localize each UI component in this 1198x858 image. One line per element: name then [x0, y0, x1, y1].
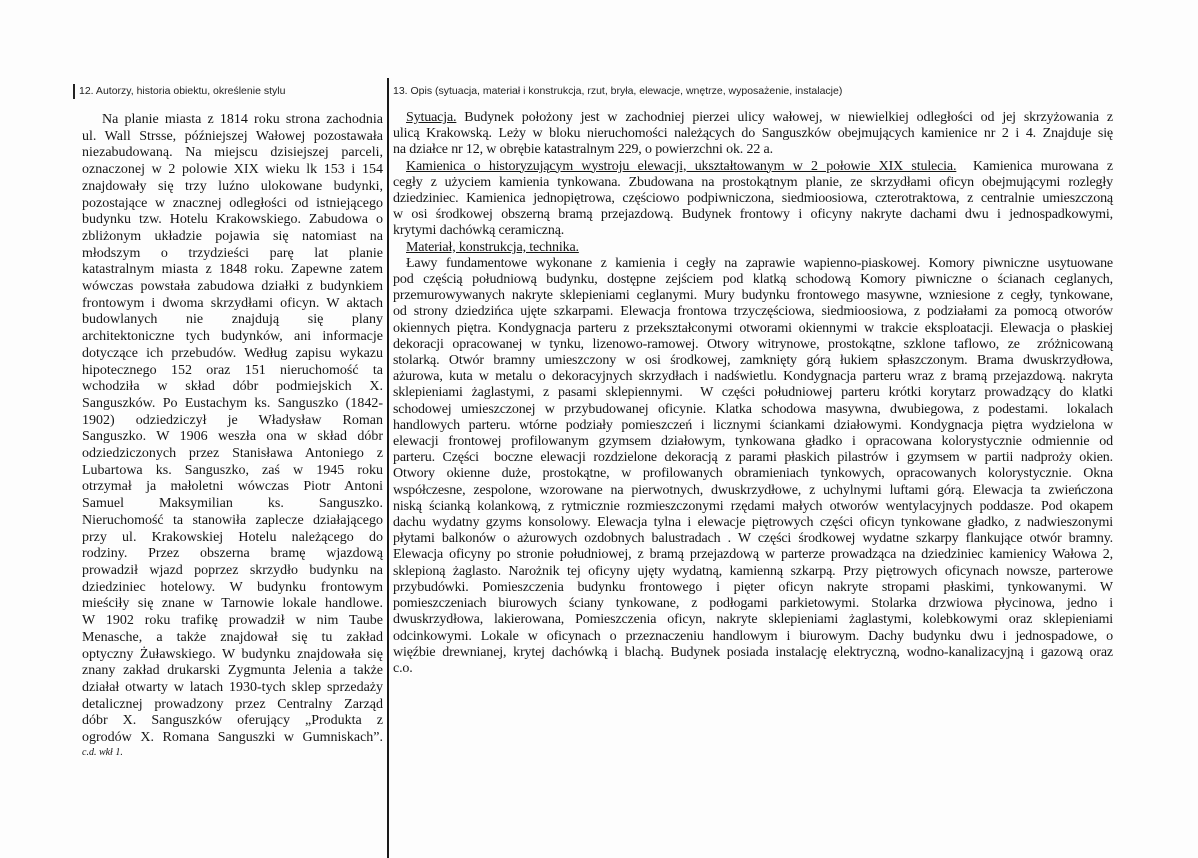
text-line: architektoniczne tych budynków, ani informacje — [82, 329, 383, 345]
line-text: pomieszczeniach biurowych ściany tynkowane, z podłogami parkietowymi. Stolarka drzwiowa płycinowa, jedno i — [393, 596, 1113, 612]
text-line: Sanguszków. Po Eustachym ks. Sanguszko (1842- — [82, 395, 383, 411]
line-text: Elewacja oficyny po stronie południowej, z bramą przejazdową w parterze prowadząca na dziedziniec kamienicy Wałowa 2, — [393, 547, 1113, 563]
text-line — [393, 207, 1113, 223]
line-text: na działce nr 12, w obrębie katastralnym 229, o powierzchni ok. 22 a. — [393, 142, 773, 158]
text-line — [393, 337, 1113, 353]
text-line — [393, 661, 1113, 677]
column-divider — [387, 78, 389, 858]
text-line — [393, 256, 1113, 272]
line-text: Budynek położony jest w zachodniej pierzei ulicy wałowej, w niewielkiej odległości od jej skrzyżowania z — [456, 110, 1113, 125]
line-text: więźbie drewnianej, krytej dachówką i blachą. Budynek posiada instalację elektryczną, wodno-kanalizacyjną i gazową oraz — [393, 644, 1113, 660]
text-line: wchodziła w skład dóbr podmiejskich X. — [82, 379, 383, 395]
underlined-heading: Kamienica o historyzującym wystroju elewacji, ukształtowanym w 2 połowie XIX stulecia. — [406, 158, 957, 174]
continuation-note: c.d. wkł 1. — [82, 746, 123, 758]
line-text: ulicą Krakowską. Leży w bloku nieruchomości należących do Sanguszków obejmujących kamienice nr 2 i 4. Znajduje się — [393, 126, 1113, 142]
section-marker — [73, 84, 75, 99]
text-line — [393, 450, 1113, 466]
paragraph — [393, 256, 1113, 677]
text-line — [393, 466, 1113, 482]
text-line — [393, 240, 1113, 256]
line-text: sklepieniami żaglastymi, z pasami sklepiennymi. W części południowej parteru krótki korytarz prowadzący do klatki — [393, 385, 1113, 401]
text-line: dziedziniec hotelowy. W budynku frontowym — [82, 579, 383, 595]
line-text: przemurowywanych nakryte sklepieniami ceglanymi. Mury budynku frontowego masywne, wzniesione z cegły, tynkowane, — [393, 288, 1113, 304]
text-line: przy ul. Krakowskiej Hotelu należącego do — [82, 529, 383, 545]
text-line — [393, 531, 1113, 547]
text-line — [393, 175, 1113, 191]
text-line: odziedziczonych przez Stanisława Antoniego z — [82, 446, 383, 462]
text-line: dóbr X. Sanguszków oferujący „Produkta z — [82, 713, 383, 729]
text-line: Na planie miasta z 1814 roku strona zachodnia — [102, 112, 383, 127]
line-text: Kamienica murowana z — [956, 158, 1114, 174]
text-line — [393, 434, 1113, 450]
line-text: płytami balkonów o ażurowych ozdobnych balustradach . W części środkowej wydatne szkarpy flankujące otwór bramny. — [393, 531, 1113, 547]
text-line — [393, 369, 1113, 385]
text-line — [393, 645, 1113, 661]
text-line: wówczas powstała zabudowa działki z budynkiem — [82, 279, 383, 295]
line-text: sklepioną żaglasto. Narożnik tej oficyny ujęty wydatną, kamienną szkarpą. Przy piętrowych oficynach nowsze, parterowe — [393, 563, 1113, 579]
text-line: 1902) odziedziczył je Władysław Roman — [82, 412, 383, 428]
text-line: Lubartowa ks. Sanguszko, zaś w 1945 roku — [82, 462, 383, 478]
text-line: działał otwarty w latach 1930-tych sklep sprzedaży — [82, 679, 383, 695]
text-line: katastralnym miasta z 1848 roku. Zapewne zatem — [82, 262, 383, 278]
text-line — [393, 223, 1113, 239]
text-line: rodziny. Przez obszerna bramę wjazdową — [82, 546, 383, 562]
line-text: od strony dziedzińca ujęte szkarpami. Elewacja frontowa trzyczęściowa, siedmioosiowa, z podziałami za pomocą otworów — [393, 304, 1113, 320]
text-line — [393, 629, 1113, 645]
line-text: krytymi dachówką ceramiczną. — [393, 223, 565, 239]
text-line — [393, 288, 1113, 304]
text-line: niezabudowaną. Na miejscu dzisiejszej parceli, — [82, 145, 383, 161]
text-line — [393, 191, 1113, 207]
text-line: Samuel Maksymilian ks. Sanguszko. — [82, 496, 383, 512]
text-line — [393, 564, 1113, 580]
line-text: cegły z użyciem kamienia tynkowana. Zbudowana na prostokątnym planie, ze skrzydłami oficyn obejmującymi rozległy — [393, 174, 1113, 190]
text-line — [393, 385, 1113, 401]
line-text: odcinkowymi. Lokale w oficynach o przeznaczeniu handlowym i biurowym. Dachy budynku dwu i jednospadowe, o — [393, 628, 1113, 644]
line-text: pod częścią południową budynku, dostępne zejściem pod klatką schodową Komory piwniczne o ścianach ceglanych, — [393, 272, 1113, 288]
line-text: Ławy fundamentowe wykonane z kamienia i cegły na zaprawie wapienno-piaskowej. Komory piwniczne usytuowane — [406, 255, 1113, 271]
text-line: młodszym o trzydzieści parę lat planie — [82, 245, 383, 261]
line-text: przybudówki. Pomieszczenia budynku frontowego i pięter oficyn nakryte stropami płaskimi, tynkowanymi. W — [393, 579, 1113, 595]
text-line — [393, 483, 1113, 499]
text-line: Sanguszko. W 1906 weszła ona w skład dóbr — [82, 429, 383, 445]
paragraph — [393, 110, 1113, 159]
text-line — [393, 142, 1113, 158]
text-line: budynku tzw. Hotelu Krakowskiego. Zabudowa o — [82, 212, 383, 228]
text-line: frontowym i dwoma skrzydłami oficyn. W aktach — [82, 295, 383, 311]
text-line: prowadził wjazd poprzez skrzydło budynku na — [82, 562, 383, 578]
line-text: dekoracji opracowanej w tynku, lizenowo-ramowej. Otwory witrynowe, prostokątne, szklone taflowo, ze zróżnicowaną — [393, 336, 1113, 352]
text-line: optyczny Żuławskiego. W budynku znajdowała się — [82, 646, 383, 662]
text-line — [393, 321, 1113, 337]
line-text: handlowych parteru. wtórne podziały pomieszczeń i licznymi ściankami działowymi. Kondygnacja piętra wydzielona w — [393, 417, 1113, 433]
underlined-heading: Materiał, konstrukcja, technika. — [406, 239, 579, 255]
line-text: dwuskrzydłowa, lakierowana, Pomieszczenia oficyn, nakryte sklepieniami żaglastymi, kolebkowymi oraz sklepieniami — [393, 612, 1113, 628]
section-13-heading: 13. Opis (sytuacja, materiał i konstrukcja, rzut, bryła, elewacje, wnętrze, wyposażenie, instalacje) — [393, 85, 843, 97]
text-line: znajdowały się trzy luźno ulokowane budynki, — [82, 178, 383, 194]
text-line: dotyczące ich przebudów. Według zapisu wykazu — [82, 345, 383, 361]
text-line: budowlanych nie znajdują się plany — [82, 312, 383, 328]
text-line: otrzymał ja małoletni wówczas Piotr Antoni — [82, 479, 383, 495]
line-text: w osi środkowej obszerną bramą przejazdową. Budynek frontowy i oficyny nakryte dachami dwu i jednospadkowymi, — [393, 207, 1113, 223]
text-line — [393, 612, 1113, 628]
line-text: dziedziniec. Kamienica jednopiętrowa, częściowo podpiwniczona, siedmioosiowa, czterotraktowa, z centralnie umieszczoną — [393, 191, 1113, 207]
text-line — [393, 159, 1113, 175]
underlined-heading: Sytuacja. — [406, 110, 457, 125]
line-text: ażurowa, kuta w metalu o dekoracyjnych skrzydłach i nadświetlu. Kondygnacja parteru wraz z bramą przejazdową. nakryta — [393, 369, 1113, 385]
text-line — [393, 499, 1113, 515]
text-line: znany zakład drukarski Zygmunta Jelenia a także — [82, 663, 383, 679]
text-line: pozostające w znacznej odległości od istniejącego — [82, 195, 383, 211]
text-line — [393, 272, 1113, 288]
line-text: okiennych piętra. Kondygnacja parteru z przekształconymi otworami okiennymi w trakcie eksploatacji. Elewacja o płaskiej — [393, 320, 1113, 336]
line-text: stolarką. Otwór bramny umieszczony w osi środkowej, zamknięty górą łukiem spłaszczonym. Brama dwuskrzydłowa, — [393, 353, 1113, 369]
text-line — [393, 402, 1113, 418]
text-line: Nieruchomość ta stanowiła zaplecze działającego — [82, 512, 383, 528]
line-text: schodowej umieszczonej w przybudowanej oficynie. Klatka schodowa masywna, dwubiegowa, z podestami. lokalach — [393, 401, 1113, 417]
history-text-column — [82, 112, 383, 759]
line-text: niską ścianką kolankową, z rytmicznie rozmieszczonymi rzędami małych otworów wentylacyjnych poddasze. Pod okapem — [393, 498, 1113, 514]
text-line: ogrodów X. Romana Sanguszki w Gumniskach”. — [82, 730, 383, 746]
description-text-column — [393, 110, 1113, 677]
text-line — [393, 304, 1113, 320]
text-line: ul. Wall Strsse, późniejszej Wałowej pozostawała — [82, 128, 383, 144]
text-line — [393, 418, 1113, 434]
text-line — [393, 515, 1113, 531]
text-line: Menasche, a także znajdował się tu zakład — [82, 629, 383, 645]
paragraph — [393, 240, 1113, 256]
text-line: hipotecznego 152 oraz 151 nieruchomość ta — [82, 362, 383, 378]
paragraph — [393, 159, 1113, 240]
line-text: parteru. Części boczne elewacji rozdzielone dekoracją z parami płaskich pilastrów i gzymsem w partii nadproży okien. — [393, 450, 1113, 466]
text-line — [393, 126, 1113, 142]
line-text: Otwory okienne duże, prostokątne, w profilowanych obramieniach tynkowych, opracowanych kolorystycznie. Okna — [393, 466, 1113, 482]
line-text: elewacji frontowej profilowanym gzymsem działowym, tynkowana gładko i opracowana kolorystycznie odmiennie od — [393, 434, 1113, 450]
text-line: W 1902 roku trafikę prowadził w nim Taube — [82, 613, 383, 629]
text-line: mieściły się znane w Tarnowie lokale handlowe. — [82, 596, 383, 612]
text-line: oznaczonej w 2 polowie XIX wieku lk 153 i 154 — [82, 162, 383, 178]
line-text: dachu wydatny gzyms konsolowy. Elewacja tylna i elewacje piętrowych części oficyn tynkowane gładko, z nadwieszonymi — [393, 515, 1113, 531]
text-line — [393, 353, 1113, 369]
text-line: zbliżonym układzie pojawia się natomiast na — [82, 228, 383, 244]
text-line — [393, 596, 1113, 612]
line-text: c.o. — [393, 660, 413, 676]
section-12-heading: 12. Autorzy, historia obiektu, określenie stylu — [79, 85, 286, 97]
text-line — [393, 547, 1113, 563]
text-line — [393, 580, 1113, 596]
line-text: współczesne, zespolone, wzorowane na pierwotnych, dwuskrzydłowe, z uchylnymi luftami górą. Elewacja ta zwieńczona — [393, 482, 1113, 498]
text-line — [393, 110, 1113, 126]
text-line: detalicznej prowadzony przez Centralny Zarząd — [82, 696, 383, 712]
